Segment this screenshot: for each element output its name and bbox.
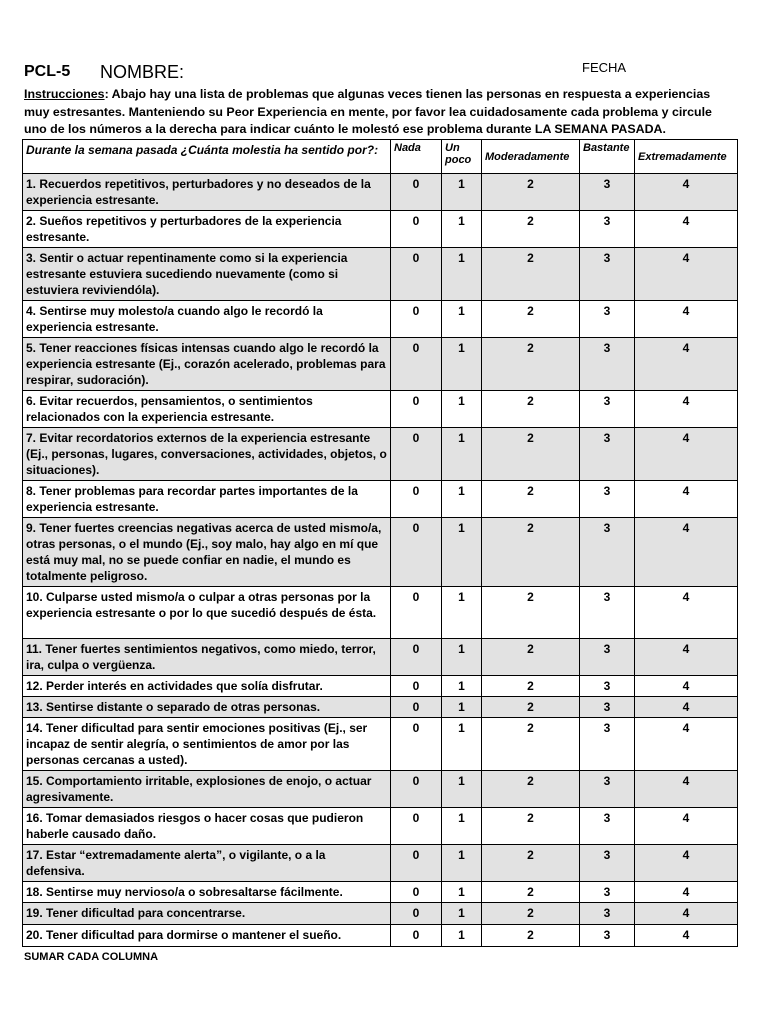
table-row <box>23 882 738 903</box>
score-option-un-poco[interactable]: 1 <box>442 301 482 338</box>
score-option-moderadamente[interactable]: 2 <box>482 481 580 518</box>
question-header: Durante la semana pasada ¿Cuánta molestia ha sentido por?: <box>23 140 391 174</box>
table-row <box>23 428 738 481</box>
score-option-moderadamente[interactable]: 2 <box>482 845 580 882</box>
item-text: 1. Recuerdos repetitivos, perturbadores y no deseados de la experiencia estresante. <box>23 174 391 211</box>
symptom-table <box>22 139 738 947</box>
score-option-bastante[interactable]: 3 <box>580 338 635 391</box>
score-option-nada[interactable]: 0 <box>391 338 442 391</box>
item-text: 12. Perder interés en actividades que solía disfrutar. <box>23 676 391 697</box>
score-option-nada[interactable]: 0 <box>391 481 442 518</box>
score-option-extremadamente[interactable]: 4 <box>635 481 738 518</box>
score-option-extremadamente[interactable]: 4 <box>635 211 738 248</box>
column-header-extremadamente: Extremadamente <box>635 140 738 174</box>
table-row <box>23 518 738 587</box>
score-option-moderadamente[interactable]: 2 <box>482 718 580 771</box>
score-option-moderadamente[interactable]: 2 <box>482 248 580 301</box>
instructions-label: Instrucciones <box>24 87 105 101</box>
score-option-un-poco[interactable]: 1 <box>442 391 482 428</box>
score-option-un-poco[interactable]: 1 <box>442 925 482 947</box>
item-text: 10. Culparse usted mismo/a o culpar a otras personas por la experiencia estresante o por lo que sucedió después de ésta. <box>23 587 391 639</box>
item-text: 11. Tener fuertes sentimientos negativos, como miedo, terror, ira, culpa o vergüenza. <box>23 639 391 676</box>
score-option-nada[interactable]: 0 <box>391 587 442 639</box>
name-label: NOMBRE: <box>100 62 185 82</box>
score-option-un-poco[interactable]: 1 <box>442 428 482 481</box>
score-option-moderadamente[interactable]: 2 <box>482 587 580 639</box>
score-option-bastante[interactable]: 3 <box>580 718 635 771</box>
item-text: 9. Tener fuertes creencias negativas acerca de usted mismo/a, otras personas, o el mundo (Ej., soy malo, hay algo en mí que está muy mal, no se puede confiar en nadie, el mundo es totalmente peligroso. <box>23 518 391 587</box>
score-option-un-poco[interactable]: 1 <box>442 518 482 587</box>
score-option-moderadamente[interactable]: 2 <box>482 771 580 808</box>
score-option-bastante[interactable]: 3 <box>580 301 635 338</box>
table-row <box>23 718 738 771</box>
score-option-extremadamente[interactable]: 4 <box>635 845 738 882</box>
score-option-nada[interactable]: 0 <box>391 808 442 845</box>
score-option-un-poco[interactable]: 1 <box>442 808 482 845</box>
item-text: 13. Sentirse distante o separado de otras personas. <box>23 697 391 718</box>
table-row <box>23 587 738 639</box>
form-code: PCL-5 <box>24 63 71 80</box>
score-option-extremadamente[interactable]: 4 <box>635 882 738 903</box>
score-option-moderadamente[interactable]: 2 <box>482 882 580 903</box>
score-option-un-poco[interactable]: 1 <box>442 697 482 718</box>
score-option-un-poco[interactable]: 1 <box>442 845 482 882</box>
score-option-un-poco[interactable]: 1 <box>442 882 482 903</box>
table-row <box>23 391 738 428</box>
table-row <box>23 925 738 947</box>
score-option-bastante[interactable]: 3 <box>580 925 635 947</box>
score-option-un-poco[interactable]: 1 <box>442 903 482 925</box>
score-option-moderadamente[interactable]: 2 <box>482 808 580 845</box>
sum-columns-label: SUMAR CADA COLUMNA <box>24 951 159 963</box>
score-option-un-poco[interactable]: 1 <box>442 639 482 676</box>
score-option-moderadamente[interactable]: 2 <box>482 697 580 718</box>
score-option-bastante[interactable]: 3 <box>580 676 635 697</box>
score-option-moderadamente[interactable]: 2 <box>482 639 580 676</box>
item-text: 8. Tener problemas para recordar partes importantes de la experiencia estresante. <box>23 481 391 518</box>
score-option-moderadamente[interactable]: 2 <box>482 301 580 338</box>
date-label: FECHA <box>582 60 627 75</box>
score-option-bastante[interactable]: 3 <box>580 587 635 639</box>
score-option-nada[interactable]: 0 <box>391 639 442 676</box>
score-option-bastante[interactable]: 3 <box>580 248 635 301</box>
column-header-bastante: Bastante <box>580 140 635 174</box>
item-text: 15. Comportamiento irritable, explosiones de enojo, o actuar agresivamente. <box>23 771 391 808</box>
score-option-nada[interactable]: 0 <box>391 174 442 211</box>
score-option-un-poco[interactable]: 1 <box>442 718 482 771</box>
score-option-moderadamente[interactable]: 2 <box>482 676 580 697</box>
score-option-extremadamente[interactable]: 4 <box>635 391 738 428</box>
table-row <box>23 697 738 718</box>
score-option-bastante[interactable]: 3 <box>580 391 635 428</box>
item-text: 19. Tener dificultad para concentrarse. <box>23 903 391 925</box>
score-option-un-poco[interactable]: 1 <box>442 771 482 808</box>
table-row <box>23 338 738 391</box>
score-option-nada[interactable]: 0 <box>391 518 442 587</box>
table-row <box>23 301 738 338</box>
score-option-nada[interactable]: 0 <box>391 718 442 771</box>
column-header-moderadamente: Moderadamente <box>482 140 580 174</box>
score-option-nada[interactable]: 0 <box>391 845 442 882</box>
table-row <box>23 676 738 697</box>
table-row <box>23 771 738 808</box>
score-option-nada[interactable]: 0 <box>391 391 442 428</box>
form-header <box>24 60 740 84</box>
table-row <box>23 639 738 676</box>
score-option-bastante[interactable]: 3 <box>580 428 635 481</box>
column-header-nada: Nada <box>391 140 442 174</box>
score-option-nada[interactable]: 0 <box>391 301 442 338</box>
score-option-moderadamente[interactable]: 2 <box>482 338 580 391</box>
score-option-moderadamente[interactable]: 2 <box>482 174 580 211</box>
table-row <box>23 903 738 925</box>
score-option-bastante[interactable]: 3 <box>580 771 635 808</box>
item-text: 14. Tener dificultad para sentir emociones positivas (Ej., ser incapaz de sentir alegría, o sentimientos de amor por las personas cercanas a usted). <box>23 718 391 771</box>
score-option-moderadamente[interactable]: 2 <box>482 518 580 587</box>
item-text: 2. Sueños repetitivos y perturbadores de la experiencia estresante. <box>23 211 391 248</box>
score-option-bastante[interactable]: 3 <box>580 639 635 676</box>
score-option-bastante[interactable]: 3 <box>580 882 635 903</box>
score-option-un-poco[interactable]: 1 <box>442 211 482 248</box>
score-option-un-poco[interactable]: 1 <box>442 481 482 518</box>
score-option-bastante[interactable]: 3 <box>580 903 635 925</box>
item-text: 3. Sentir o actuar repentinamente como si la experiencia estresante estuviera sucediendo nuevamente (como si estuviera reviviendóla). <box>23 248 391 301</box>
table-row <box>23 248 738 301</box>
item-text: 16. Tomar demasiados riesgos o hacer cosas que pudieron haberle causado daño. <box>23 808 391 845</box>
item-text: 4. Sentirse muy molesto/a cuando algo le recordó la experiencia estresante. <box>23 301 391 338</box>
score-option-bastante[interactable]: 3 <box>580 518 635 587</box>
score-option-extremadamente[interactable]: 4 <box>635 248 738 301</box>
score-option-bastante[interactable]: 3 <box>580 845 635 882</box>
score-option-extremadamente[interactable]: 4 <box>635 428 738 481</box>
score-option-nada[interactable]: 0 <box>391 428 442 481</box>
table-row <box>23 174 738 211</box>
table-row <box>23 211 738 248</box>
item-text: 20. Tener dificultad para dormirse o mantener el sueño. <box>23 925 391 947</box>
score-option-nada[interactable]: 0 <box>391 676 442 697</box>
score-option-moderadamente[interactable]: 2 <box>482 925 580 947</box>
item-text: 5. Tener reacciones físicas intensas cuando algo le recordó la experiencia estresante (Ej., corazón acelerado, problemas para respirar, sudoración). <box>23 338 391 391</box>
item-text: 6. Evitar recuerdos, pensamientos, o sentimientos relacionados con la experiencia estresante. <box>23 391 391 428</box>
score-option-un-poco[interactable]: 1 <box>442 174 482 211</box>
table-row <box>23 845 738 882</box>
score-option-nada[interactable]: 0 <box>391 882 442 903</box>
score-option-nada[interactable]: 0 <box>391 248 442 301</box>
score-option-un-poco[interactable]: 1 <box>442 676 482 697</box>
score-option-extremadamente[interactable]: 4 <box>635 587 738 639</box>
score-option-bastante[interactable]: 3 <box>580 481 635 518</box>
score-option-nada[interactable]: 0 <box>391 211 442 248</box>
score-option-nada[interactable]: 0 <box>391 925 442 947</box>
score-option-extremadamente[interactable]: 4 <box>635 697 738 718</box>
item-text: 18. Sentirse muy nervioso/a o sobresaltarse fácilmente. <box>23 882 391 903</box>
item-text: 17. Estar “extremadamente alerta”, o vigilante, o a la defensiva. <box>23 845 391 882</box>
score-option-moderadamente[interactable]: 2 <box>482 428 580 481</box>
column-header-un-poco: Un poco <box>442 140 482 174</box>
score-option-moderadamente[interactable]: 2 <box>482 211 580 248</box>
score-option-un-poco[interactable]: 1 <box>442 338 482 391</box>
score-option-extremadamente[interactable]: 4 <box>635 718 738 771</box>
score-option-extremadamente[interactable]: 4 <box>635 518 738 587</box>
score-option-un-poco[interactable]: 1 <box>442 248 482 301</box>
score-option-extremadamente[interactable]: 4 <box>635 771 738 808</box>
score-option-bastante[interactable]: 3 <box>580 174 635 211</box>
score-option-extremadamente[interactable]: 4 <box>635 174 738 211</box>
score-option-extremadamente[interactable]: 4 <box>635 676 738 697</box>
score-option-nada[interactable]: 0 <box>391 903 442 925</box>
score-option-moderadamente[interactable]: 2 <box>482 903 580 925</box>
table-row <box>23 808 738 845</box>
score-option-extremadamente[interactable]: 4 <box>635 338 738 391</box>
score-option-nada[interactable]: 0 <box>391 697 442 718</box>
score-option-extremadamente[interactable]: 4 <box>635 301 738 338</box>
score-option-moderadamente[interactable]: 2 <box>482 391 580 428</box>
item-text: 7. Evitar recordatorios externos de la experiencia estresante (Ej., personas, lugares, conversaciones, actividades, objetos, o situaciones). <box>23 428 391 481</box>
score-option-bastante[interactable]: 3 <box>580 808 635 845</box>
score-option-nada[interactable]: 0 <box>391 771 442 808</box>
instructions-text: : Abajo hay una lista de problemas que algunas veces tienen las personas en respuesta a experiencias muy estresantes. Manteniendo su Peor Experiencia en mente, por favor lea cuidadosamente cada problema y circule uno de los números a la derecha para indicar cuánto le molestó ese problema durante LA SEMANA PASADA. <box>24 87 712 136</box>
table-row <box>23 481 738 518</box>
score-option-bastante[interactable]: 3 <box>580 697 635 718</box>
instructions <box>24 86 724 139</box>
score-option-extremadamente[interactable]: 4 <box>635 808 738 845</box>
score-option-extremadamente[interactable]: 4 <box>635 903 738 925</box>
score-option-extremadamente[interactable]: 4 <box>635 639 738 676</box>
score-option-bastante[interactable]: 3 <box>580 211 635 248</box>
score-option-extremadamente[interactable]: 4 <box>635 925 738 947</box>
score-option-un-poco[interactable]: 1 <box>442 587 482 639</box>
